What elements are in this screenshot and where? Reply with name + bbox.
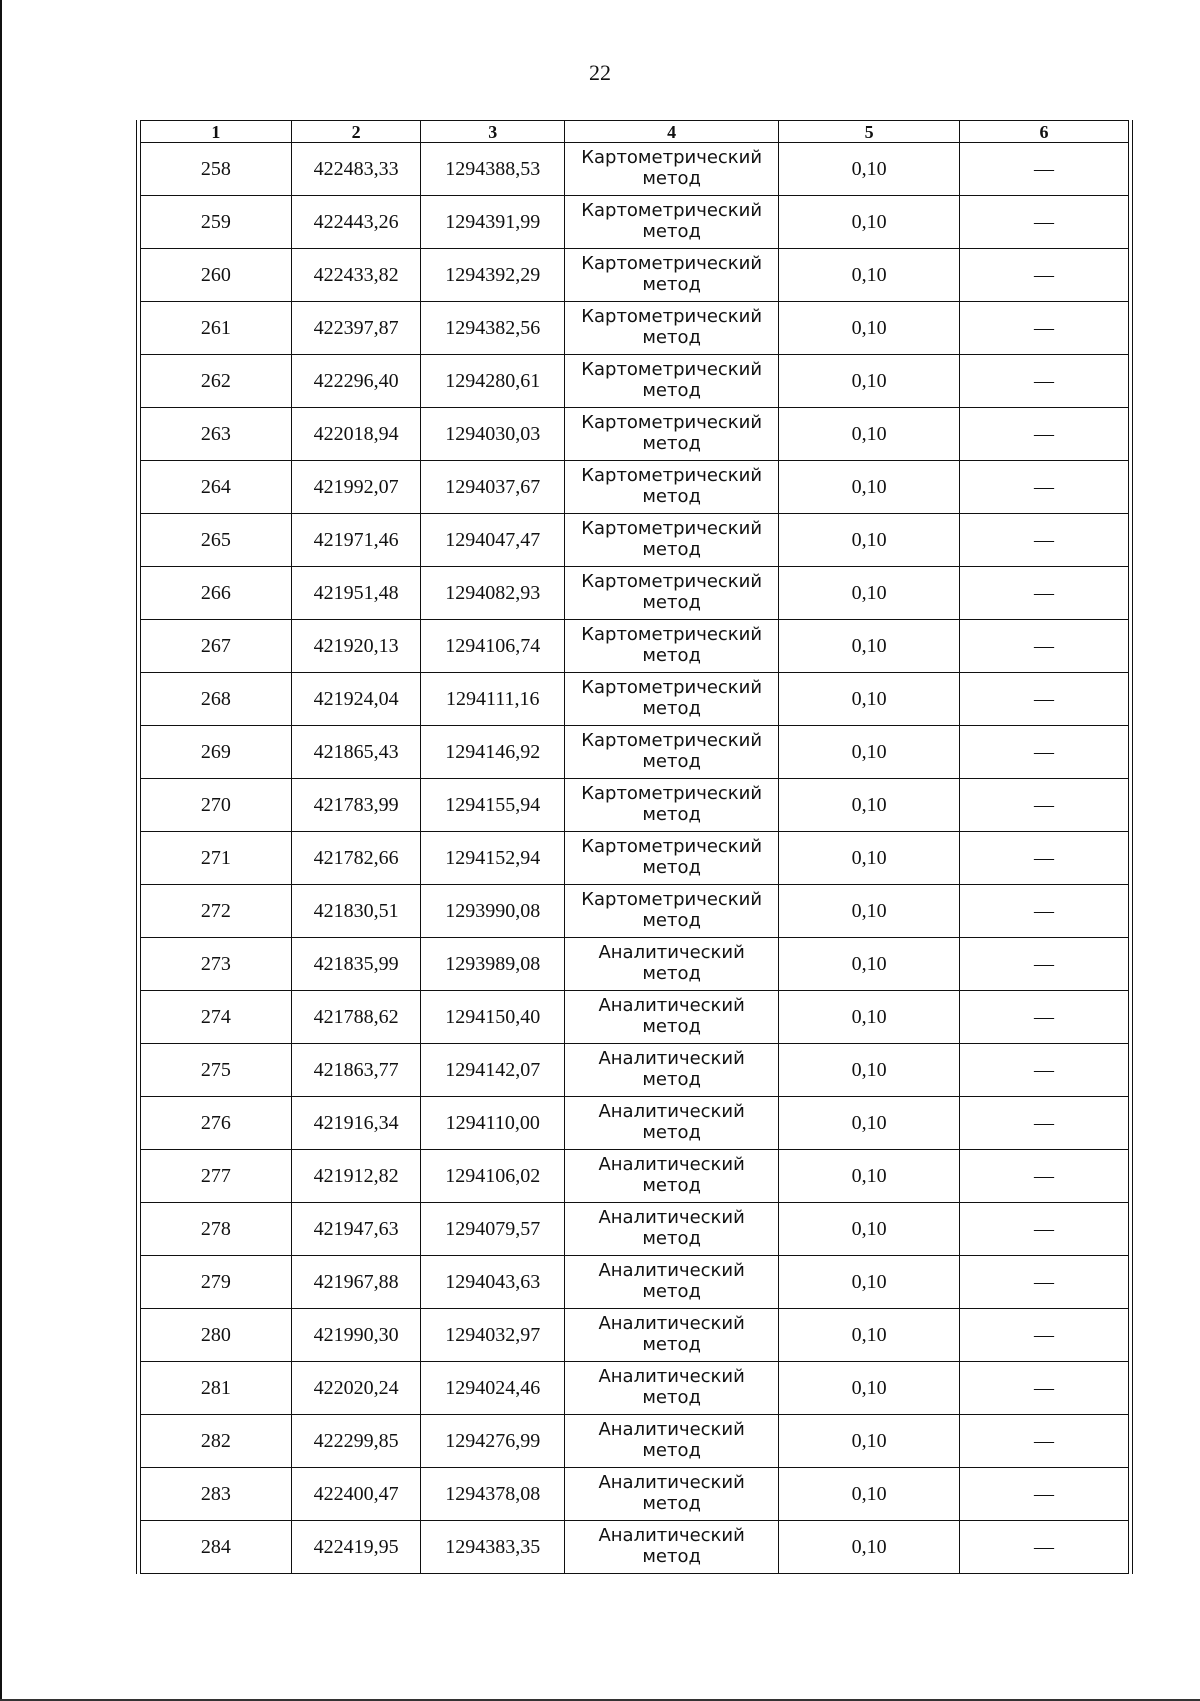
accuracy-cell: 0,10 bbox=[779, 991, 960, 1044]
method-cell bbox=[565, 302, 779, 355]
y-coordinate-cell: 1294106,74 bbox=[421, 620, 565, 673]
description-cell: — bbox=[960, 673, 1129, 726]
x-coordinate-cell: 422018,94 bbox=[291, 408, 421, 461]
accuracy-cell: 0,10 bbox=[779, 196, 960, 249]
table-row bbox=[141, 1150, 1129, 1203]
description-cell: — bbox=[960, 620, 1129, 673]
method-cell bbox=[565, 726, 779, 779]
method-word: метод bbox=[642, 1334, 701, 1355]
method-word: метод bbox=[642, 1122, 701, 1143]
point-number-cell: 281 bbox=[141, 1362, 292, 1415]
x-coordinate-cell: 421924,04 bbox=[291, 673, 421, 726]
column-header-5: 5 bbox=[779, 121, 960, 143]
description-cell: — bbox=[960, 832, 1129, 885]
x-coordinate-cell: 421835,99 bbox=[291, 938, 421, 991]
y-coordinate-cell: 1293989,08 bbox=[421, 938, 565, 991]
point-number-cell: 272 bbox=[141, 885, 292, 938]
y-coordinate-cell: 1294024,46 bbox=[421, 1362, 565, 1415]
table-row bbox=[141, 1362, 1129, 1415]
point-number-cell: 269 bbox=[141, 726, 292, 779]
method-word: метод bbox=[642, 433, 701, 454]
point-number-cell: 273 bbox=[141, 938, 292, 991]
description-cell: — bbox=[960, 567, 1129, 620]
y-coordinate-cell: 1294037,67 bbox=[421, 461, 565, 514]
method-cell bbox=[565, 1097, 779, 1150]
description-cell: — bbox=[960, 302, 1129, 355]
description-cell: — bbox=[960, 1203, 1129, 1256]
coordinates-table bbox=[140, 120, 1129, 1574]
y-coordinate-cell: 1294146,92 bbox=[421, 726, 565, 779]
method-cell bbox=[565, 514, 779, 567]
point-number-cell: 280 bbox=[141, 1309, 292, 1362]
method-name: Аналитический bbox=[598, 995, 745, 1016]
table-row bbox=[141, 1415, 1129, 1468]
description-cell: — bbox=[960, 143, 1129, 196]
y-coordinate-cell: 1294276,99 bbox=[421, 1415, 565, 1468]
method-word: метод bbox=[642, 274, 701, 295]
point-number-cell: 279 bbox=[141, 1256, 292, 1309]
method-word: метод bbox=[642, 327, 701, 348]
table-row bbox=[141, 1256, 1129, 1309]
table-row bbox=[141, 408, 1129, 461]
accuracy-cell: 0,10 bbox=[779, 355, 960, 408]
method-cell bbox=[565, 1256, 779, 1309]
method-cell bbox=[565, 779, 779, 832]
method-name: Картометрический bbox=[581, 677, 763, 698]
method-name: Картометрический bbox=[581, 306, 763, 327]
coordinates-table-frame bbox=[136, 120, 1133, 1574]
method-name: Аналитический bbox=[598, 942, 745, 963]
method-word: метод bbox=[642, 1546, 701, 1567]
method-name: Аналитический bbox=[598, 1207, 745, 1228]
description-cell: — bbox=[960, 1044, 1129, 1097]
x-coordinate-cell: 421916,34 bbox=[291, 1097, 421, 1150]
accuracy-cell: 0,10 bbox=[779, 1150, 960, 1203]
table-row bbox=[141, 249, 1129, 302]
table-row bbox=[141, 832, 1129, 885]
y-coordinate-cell: 1294032,97 bbox=[421, 1309, 565, 1362]
accuracy-cell: 0,10 bbox=[779, 938, 960, 991]
method-cell bbox=[565, 673, 779, 726]
method-word: метод bbox=[642, 1016, 701, 1037]
method-cell bbox=[565, 991, 779, 1044]
method-cell bbox=[565, 1415, 779, 1468]
method-name: Аналитический bbox=[598, 1419, 745, 1440]
method-word: метод bbox=[642, 1228, 701, 1249]
y-coordinate-cell: 1294152,94 bbox=[421, 832, 565, 885]
method-name: Картометрический bbox=[581, 889, 763, 910]
accuracy-cell: 0,10 bbox=[779, 1044, 960, 1097]
method-cell bbox=[565, 1150, 779, 1203]
point-number-cell: 267 bbox=[141, 620, 292, 673]
accuracy-cell: 0,10 bbox=[779, 567, 960, 620]
y-coordinate-cell: 1293990,08 bbox=[421, 885, 565, 938]
method-word: метод bbox=[642, 1175, 701, 1196]
accuracy-cell: 0,10 bbox=[779, 408, 960, 461]
method-word: метод bbox=[642, 804, 701, 825]
x-coordinate-cell: 422020,24 bbox=[291, 1362, 421, 1415]
x-coordinate-cell: 422397,87 bbox=[291, 302, 421, 355]
method-word: метод bbox=[642, 1440, 701, 1461]
method-cell bbox=[565, 1309, 779, 1362]
y-coordinate-cell: 1294082,93 bbox=[421, 567, 565, 620]
method-name: Картометрический bbox=[581, 147, 763, 168]
method-cell bbox=[565, 1203, 779, 1256]
point-number-cell: 261 bbox=[141, 302, 292, 355]
method-name: Картометрический bbox=[581, 571, 763, 592]
method-word: метод bbox=[642, 857, 701, 878]
x-coordinate-cell: 421992,07 bbox=[291, 461, 421, 514]
table-row bbox=[141, 302, 1129, 355]
table-row bbox=[141, 885, 1129, 938]
method-word: метод bbox=[642, 539, 701, 560]
point-number-cell: 260 bbox=[141, 249, 292, 302]
x-coordinate-cell: 422299,85 bbox=[291, 1415, 421, 1468]
description-cell: — bbox=[960, 1415, 1129, 1468]
description-cell: — bbox=[960, 1362, 1129, 1415]
x-coordinate-cell: 421830,51 bbox=[291, 885, 421, 938]
method-name: Картометрический bbox=[581, 200, 763, 221]
point-number-cell: 262 bbox=[141, 355, 292, 408]
method-word: метод bbox=[642, 963, 701, 984]
y-coordinate-cell: 1294382,56 bbox=[421, 302, 565, 355]
y-coordinate-cell: 1294378,08 bbox=[421, 1468, 565, 1521]
point-number-cell: 263 bbox=[141, 408, 292, 461]
x-coordinate-cell: 422443,26 bbox=[291, 196, 421, 249]
description-cell: — bbox=[960, 408, 1129, 461]
y-coordinate-cell: 1294150,40 bbox=[421, 991, 565, 1044]
method-name: Картометрический bbox=[581, 412, 763, 433]
scan-left-edge bbox=[0, 0, 2, 1701]
y-coordinate-cell: 1294079,57 bbox=[421, 1203, 565, 1256]
description-cell: — bbox=[960, 355, 1129, 408]
page-number: 22 bbox=[589, 60, 611, 85]
y-coordinate-cell: 1294047,47 bbox=[421, 514, 565, 567]
table-row bbox=[141, 143, 1129, 196]
x-coordinate-cell: 422400,47 bbox=[291, 1468, 421, 1521]
description-cell: — bbox=[960, 938, 1129, 991]
y-coordinate-cell: 1294106,02 bbox=[421, 1150, 565, 1203]
method-cell bbox=[565, 196, 779, 249]
method-cell bbox=[565, 1521, 779, 1574]
x-coordinate-cell: 421863,77 bbox=[291, 1044, 421, 1097]
description-cell: — bbox=[960, 1309, 1129, 1362]
accuracy-cell: 0,10 bbox=[779, 620, 960, 673]
y-coordinate-cell: 1294391,99 bbox=[421, 196, 565, 249]
point-number-cell: 276 bbox=[141, 1097, 292, 1150]
method-name: Аналитический bbox=[598, 1101, 745, 1122]
method-cell bbox=[565, 1362, 779, 1415]
method-name: Картометрический bbox=[581, 518, 763, 539]
y-coordinate-cell: 1294155,94 bbox=[421, 779, 565, 832]
y-coordinate-cell: 1294280,61 bbox=[421, 355, 565, 408]
table-row bbox=[141, 567, 1129, 620]
method-word: метод bbox=[642, 910, 701, 931]
description-cell: — bbox=[960, 885, 1129, 938]
method-cell bbox=[565, 1468, 779, 1521]
method-name: Аналитический bbox=[598, 1313, 745, 1334]
point-number-cell: 258 bbox=[141, 143, 292, 196]
method-cell bbox=[565, 938, 779, 991]
accuracy-cell: 0,10 bbox=[779, 302, 960, 355]
x-coordinate-cell: 421990,30 bbox=[291, 1309, 421, 1362]
method-cell bbox=[565, 249, 779, 302]
method-name: Аналитический bbox=[598, 1472, 745, 1493]
accuracy-cell: 0,10 bbox=[779, 1203, 960, 1256]
method-word: метод bbox=[642, 486, 701, 507]
x-coordinate-cell: 421971,46 bbox=[291, 514, 421, 567]
method-cell bbox=[565, 832, 779, 885]
x-coordinate-cell: 422433,82 bbox=[291, 249, 421, 302]
accuracy-cell: 0,10 bbox=[779, 1362, 960, 1415]
y-coordinate-cell: 1294383,35 bbox=[421, 1521, 565, 1574]
table-row bbox=[141, 991, 1129, 1044]
description-cell: — bbox=[960, 1521, 1129, 1574]
table-header-row bbox=[141, 121, 1129, 143]
table-row bbox=[141, 779, 1129, 832]
table-row bbox=[141, 1203, 1129, 1256]
x-coordinate-cell: 422419,95 bbox=[291, 1521, 421, 1574]
method-cell bbox=[565, 620, 779, 673]
x-coordinate-cell: 421951,48 bbox=[291, 567, 421, 620]
method-word: метод bbox=[642, 698, 701, 719]
point-number-cell: 264 bbox=[141, 461, 292, 514]
table-row bbox=[141, 1044, 1129, 1097]
x-coordinate-cell: 421788,62 bbox=[291, 991, 421, 1044]
description-cell: — bbox=[960, 514, 1129, 567]
description-cell: — bbox=[960, 196, 1129, 249]
method-word: метод bbox=[642, 1387, 701, 1408]
point-number-cell: 270 bbox=[141, 779, 292, 832]
method-cell bbox=[565, 567, 779, 620]
accuracy-cell: 0,10 bbox=[779, 514, 960, 567]
method-name: Картометрический bbox=[581, 253, 763, 274]
method-word: метод bbox=[642, 380, 701, 401]
method-name: Картометрический bbox=[581, 359, 763, 380]
x-coordinate-cell: 421920,13 bbox=[291, 620, 421, 673]
column-header-6: 6 bbox=[960, 121, 1129, 143]
point-number-cell: 282 bbox=[141, 1415, 292, 1468]
column-header-2: 2 bbox=[291, 121, 421, 143]
accuracy-cell: 0,10 bbox=[779, 832, 960, 885]
column-header-1: 1 bbox=[141, 121, 292, 143]
y-coordinate-cell: 1294392,29 bbox=[421, 249, 565, 302]
point-number-cell: 268 bbox=[141, 673, 292, 726]
accuracy-cell: 0,10 bbox=[779, 673, 960, 726]
accuracy-cell: 0,10 bbox=[779, 1256, 960, 1309]
x-coordinate-cell: 421967,88 bbox=[291, 1256, 421, 1309]
method-cell bbox=[565, 461, 779, 514]
description-cell: — bbox=[960, 1150, 1129, 1203]
point-number-cell: 283 bbox=[141, 1468, 292, 1521]
point-number-cell: 274 bbox=[141, 991, 292, 1044]
y-coordinate-cell: 1294043,63 bbox=[421, 1256, 565, 1309]
method-cell bbox=[565, 1044, 779, 1097]
method-cell bbox=[565, 408, 779, 461]
accuracy-cell: 0,10 bbox=[779, 143, 960, 196]
method-word: метод bbox=[642, 1069, 701, 1090]
description-cell: — bbox=[960, 1097, 1129, 1150]
method-name: Картометрический bbox=[581, 624, 763, 645]
table-row bbox=[141, 196, 1129, 249]
y-coordinate-cell: 1294388,53 bbox=[421, 143, 565, 196]
method-cell bbox=[565, 355, 779, 408]
table-row bbox=[141, 514, 1129, 567]
description-cell: — bbox=[960, 249, 1129, 302]
accuracy-cell: 0,10 bbox=[779, 1309, 960, 1362]
method-name: Картометрический bbox=[581, 730, 763, 751]
accuracy-cell: 0,10 bbox=[779, 1521, 960, 1574]
method-word: метод bbox=[642, 1493, 701, 1514]
method-word: метод bbox=[642, 168, 701, 189]
method-name: Аналитический bbox=[598, 1048, 745, 1069]
method-cell bbox=[565, 143, 779, 196]
table-row bbox=[141, 461, 1129, 514]
table-row bbox=[141, 620, 1129, 673]
table-row bbox=[141, 673, 1129, 726]
method-name: Аналитический bbox=[598, 1260, 745, 1281]
point-number-cell: 271 bbox=[141, 832, 292, 885]
method-word: метод bbox=[642, 1281, 701, 1302]
table-row bbox=[141, 355, 1129, 408]
method-word: метод bbox=[642, 645, 701, 666]
point-number-cell: 278 bbox=[141, 1203, 292, 1256]
point-number-cell: 265 bbox=[141, 514, 292, 567]
description-cell: — bbox=[960, 1256, 1129, 1309]
point-number-cell: 275 bbox=[141, 1044, 292, 1097]
y-coordinate-cell: 1294030,03 bbox=[421, 408, 565, 461]
method-cell bbox=[565, 885, 779, 938]
table-row bbox=[141, 1097, 1129, 1150]
column-header-4: 4 bbox=[565, 121, 779, 143]
point-number-cell: 266 bbox=[141, 567, 292, 620]
accuracy-cell: 0,10 bbox=[779, 726, 960, 779]
method-word: метод bbox=[642, 592, 701, 613]
column-header-3: 3 bbox=[421, 121, 565, 143]
description-cell: — bbox=[960, 726, 1129, 779]
method-word: метод bbox=[642, 221, 701, 242]
description-cell: — bbox=[960, 1468, 1129, 1521]
x-coordinate-cell: 421783,99 bbox=[291, 779, 421, 832]
method-name: Аналитический bbox=[598, 1154, 745, 1175]
table-row bbox=[141, 938, 1129, 991]
table-row bbox=[141, 726, 1129, 779]
accuracy-cell: 0,10 bbox=[779, 461, 960, 514]
x-coordinate-cell: 421865,43 bbox=[291, 726, 421, 779]
accuracy-cell: 0,10 bbox=[779, 1097, 960, 1150]
table-body bbox=[141, 143, 1129, 1574]
point-number-cell: 259 bbox=[141, 196, 292, 249]
description-cell: — bbox=[960, 461, 1129, 514]
method-name: Картометрический bbox=[581, 465, 763, 486]
x-coordinate-cell: 421947,63 bbox=[291, 1203, 421, 1256]
x-coordinate-cell: 421782,66 bbox=[291, 832, 421, 885]
y-coordinate-cell: 1294142,07 bbox=[421, 1044, 565, 1097]
accuracy-cell: 0,10 bbox=[779, 1468, 960, 1521]
description-cell: — bbox=[960, 991, 1129, 1044]
y-coordinate-cell: 1294110,00 bbox=[421, 1097, 565, 1150]
description-cell: — bbox=[960, 779, 1129, 832]
method-name: Картометрический bbox=[581, 783, 763, 804]
accuracy-cell: 0,10 bbox=[779, 885, 960, 938]
accuracy-cell: 0,10 bbox=[779, 779, 960, 832]
y-coordinate-cell: 1294111,16 bbox=[421, 673, 565, 726]
method-name: Аналитический bbox=[598, 1366, 745, 1387]
point-number-cell: 284 bbox=[141, 1521, 292, 1574]
method-word: метод bbox=[642, 751, 701, 772]
accuracy-cell: 0,10 bbox=[779, 1415, 960, 1468]
table-row bbox=[141, 1468, 1129, 1521]
x-coordinate-cell: 422483,33 bbox=[291, 143, 421, 196]
point-number-cell: 277 bbox=[141, 1150, 292, 1203]
method-name: Аналитический bbox=[598, 1525, 745, 1546]
method-name: Картометрический bbox=[581, 836, 763, 857]
x-coordinate-cell: 421912,82 bbox=[291, 1150, 421, 1203]
table-row bbox=[141, 1309, 1129, 1362]
x-coordinate-cell: 422296,40 bbox=[291, 355, 421, 408]
table-row bbox=[141, 1521, 1129, 1574]
accuracy-cell: 0,10 bbox=[779, 249, 960, 302]
